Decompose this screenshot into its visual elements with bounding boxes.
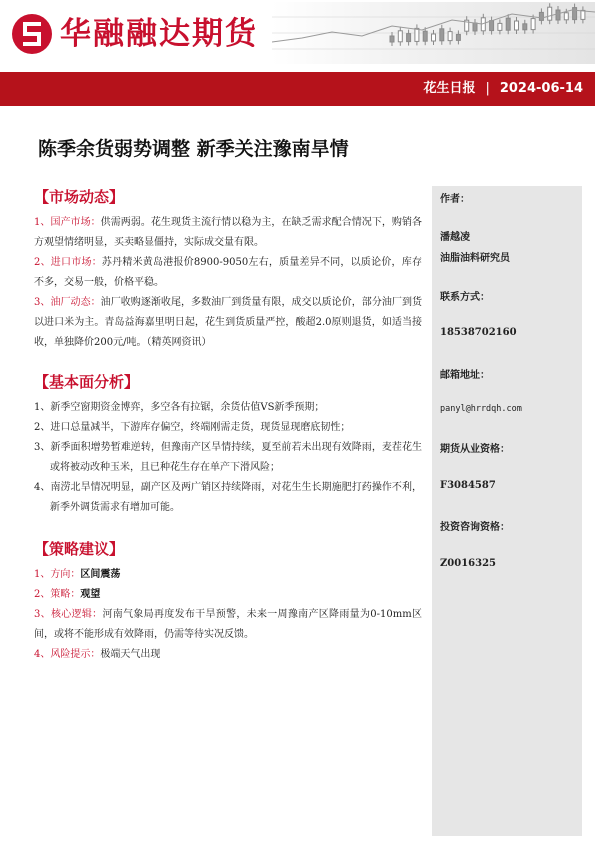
decoration-candle bbox=[398, 31, 402, 42]
decoration-candle bbox=[564, 13, 568, 20]
strategy-item: 3、核心逻辑：河南气象局再度发布干旱预警，未来一周豫南产区降雨量为0-10mm区间，或将不能形成有效降雨，仍需等待实况反馈。 bbox=[34, 609, 422, 640]
license-number: F3084587 bbox=[440, 480, 496, 491]
contact-label: 联系方式： bbox=[440, 292, 490, 303]
company-name: 华融融达期货 bbox=[60, 16, 258, 52]
market-item: 3、油厂动态：油厂收购逐渐收尾，多数油厂到货量有限，成交以质论价，部分油厂到货以进口米为主。青岛益海嘉里明日起，花生到货质量严控，酸超2.0原则退货，如适当接收，单独降价200元/吨。（精英网资讯） bbox=[34, 297, 422, 348]
company-logo-icon bbox=[12, 14, 52, 54]
section-heading-fundamental: 【基本面分析】 bbox=[34, 373, 140, 391]
decoration-candle bbox=[432, 34, 436, 41]
fundamental-item: 4、南涝北旱情况明显，副产区及两广销区持续降雨，对花生生长期施肥打药操作不利，新季外调货需求有增加可能。 bbox=[34, 482, 422, 513]
decoration-candle bbox=[415, 28, 419, 41]
consult-number: Z0016325 bbox=[440, 558, 497, 569]
license-label: 期货从业资格： bbox=[440, 444, 510, 455]
stock-chart-decoration bbox=[272, 2, 595, 64]
email-address: panyl@hrrdqh.com bbox=[440, 404, 522, 414]
separator: | bbox=[485, 81, 490, 96]
consult-label: 投资咨询资格： bbox=[440, 522, 510, 533]
report-type: 花生日报 bbox=[423, 81, 476, 96]
section-heading-strategy: 【策略建议】 bbox=[34, 540, 125, 558]
header bbox=[0, 0, 595, 68]
decoration-candle bbox=[423, 31, 427, 41]
fundamental-item: 1、新季空窗期资金博弈，多空各有拉锯，余货估值VS新季预期； bbox=[34, 402, 325, 413]
email-label: 邮箱地址： bbox=[440, 370, 490, 381]
section-heading-market: 【市场动态】 bbox=[34, 188, 125, 206]
decoration-candle bbox=[581, 10, 585, 19]
author-label: 作者： bbox=[440, 194, 470, 205]
decoration-candle bbox=[573, 8, 577, 20]
decoration-candle bbox=[531, 19, 535, 30]
decoration-candle bbox=[506, 18, 510, 30]
decoration-candle bbox=[440, 29, 444, 41]
decoration-candle bbox=[490, 21, 494, 31]
market-item: 2、进口市场：苏丹精米黄岛港报价8900-9050左右，质量差异不同，以质论价，库存不多，交易一般，价格平稳。 bbox=[34, 257, 422, 288]
decoration-candle bbox=[548, 7, 552, 20]
report-date: 2024-06-14 bbox=[499, 81, 583, 96]
strategy-item: 4、风险提示：极端天气出现 bbox=[34, 649, 161, 660]
fundamental-item: 3、新季面积增势暂难逆转，但豫南产区旱情持续，夏至前若未出现有效降雨，麦茬花生或将被动改种玉米，且已种花生存在单产下滑风险； bbox=[34, 442, 422, 473]
page-title: 陈季余货弱势调整 新季关注豫南旱情 bbox=[38, 138, 349, 160]
strategy-item: 1、方向：区间震荡 bbox=[34, 569, 121, 580]
phone-number: 18538702160 bbox=[440, 327, 517, 338]
decoration-candle bbox=[523, 24, 527, 30]
decoration-candle bbox=[498, 23, 502, 30]
decoration-candle bbox=[448, 32, 452, 41]
decoration-candle bbox=[407, 34, 411, 42]
decoration-candle bbox=[473, 23, 477, 31]
author-name: 潘越凌 bbox=[440, 232, 470, 243]
report-banner bbox=[0, 72, 595, 106]
author-sidebar bbox=[432, 186, 582, 836]
decoration-candle bbox=[390, 36, 394, 42]
report-meta bbox=[423, 72, 583, 106]
decoration-candle bbox=[456, 34, 460, 40]
decoration-candle bbox=[556, 10, 560, 20]
decoration-candle bbox=[515, 21, 519, 30]
author-dept: 油脂油料研究员 bbox=[440, 253, 510, 264]
main-content bbox=[34, 186, 422, 665]
fundamental-item: 2、进口总量减半，下游库存偏空，终端刚需走货，现货显现磨底韧性； bbox=[34, 422, 351, 433]
strategy-item: 2、策略：观望 bbox=[34, 589, 101, 600]
decoration-candle bbox=[539, 12, 543, 20]
market-item: 1、国产市场：供需两弱。花生现货主流行情以稳为主，在缺乏需求配合情况下，购销各方观望情绪明显，买卖略显僵持，实际成交量有限。 bbox=[34, 217, 422, 248]
